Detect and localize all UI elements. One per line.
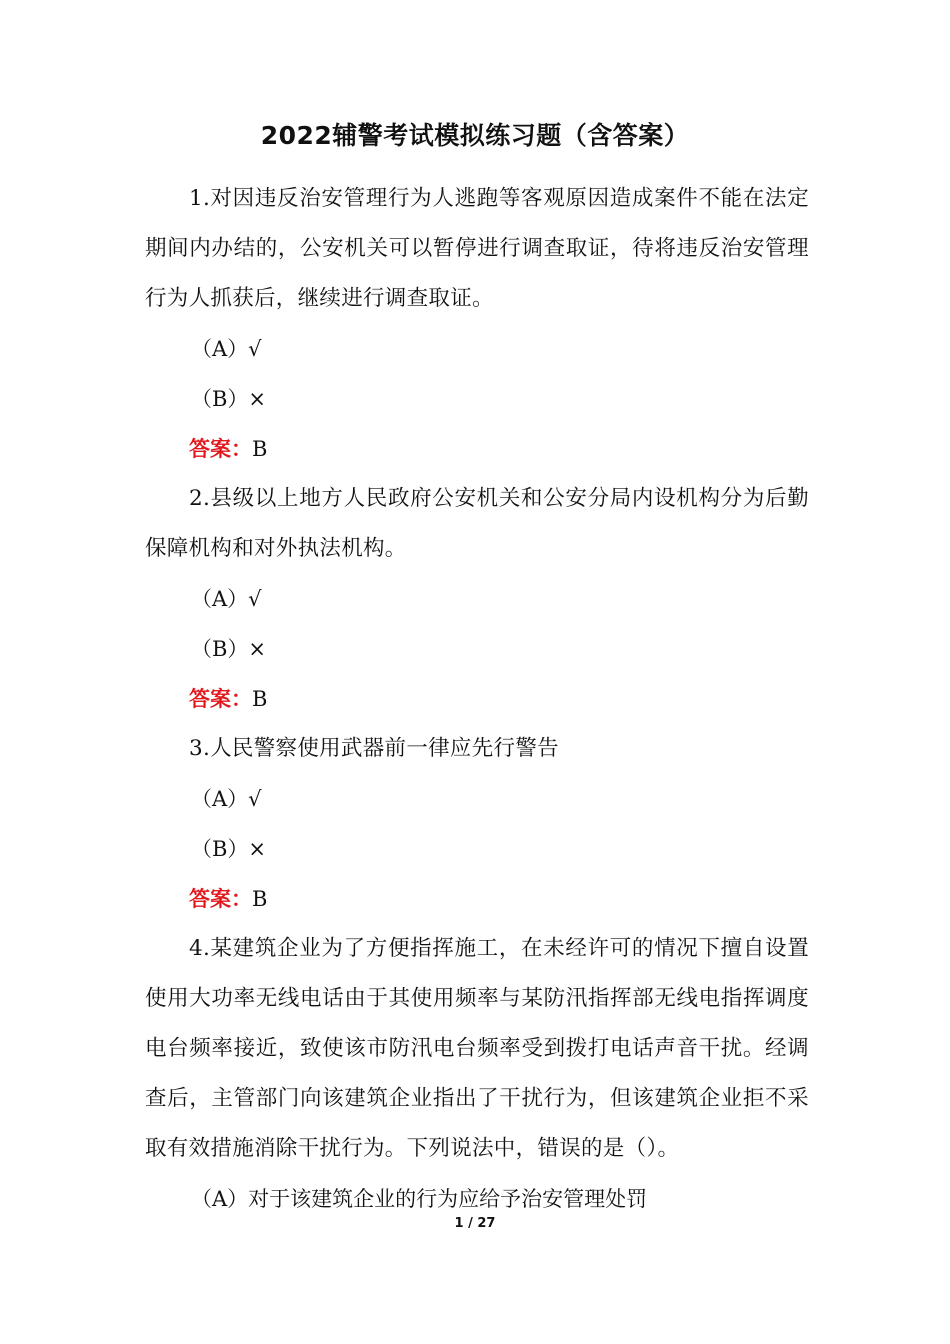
answer-value: B xyxy=(252,887,268,911)
answer-line xyxy=(145,424,809,474)
answer-label: 答案： xyxy=(189,887,252,911)
answer-line xyxy=(145,874,809,924)
document-body xyxy=(145,174,809,1224)
question-4 xyxy=(145,924,809,1224)
question-stem: 3.人民警察使用武器前一律应先行警告 xyxy=(189,736,559,761)
option-a: （A）对于该建筑企业的行为应给予治安管理处罚 xyxy=(191,1187,648,1211)
document-title: 2022辅警考试模拟练习题（含答案） xyxy=(260,121,690,150)
question-stem: 1.对因违反治安管理行为人逃跑等客观原因造成案件不能在法定期间内办结的，公安机关可以暂停进行调查取证，待将违反治安管理行为人抓获后，继续进行调查取证。 xyxy=(145,186,809,311)
question-stem: 4.某建筑企业为了方便指挥施工，在未经许可的情况下擅自设置使用大功率无线电话由于其使用频率与某防汛指挥部无线电指挥调度电台频率接近，致使该市防汛电台频率受到拨打电话声音干扰。经调查后，主管部门向该建筑企业指出了干扰行为，但该建筑企业拒不采取有效措施消除干扰行为。下列说法中，错误的是（）。 xyxy=(145,936,809,1161)
answer-value: B xyxy=(252,437,268,461)
answer-line xyxy=(145,674,809,724)
option-b: （B）× xyxy=(191,837,267,861)
answer-label: 答案： xyxy=(189,437,252,461)
option-a: （A）√ xyxy=(191,337,262,361)
question-3 xyxy=(145,724,809,924)
option-a: （A）√ xyxy=(191,587,262,611)
option-a: （A）√ xyxy=(191,787,262,811)
answer-value: B xyxy=(252,687,268,711)
answer-label: 答案： xyxy=(189,687,252,711)
question-1 xyxy=(145,174,809,474)
page-indicator: 1 / 27 xyxy=(454,1216,496,1231)
question-2 xyxy=(145,474,809,724)
question-stem: 2.县级以上地方人民政府公安机关和公安分局内设机构分为后勤保障机构和对外执法机构。 xyxy=(145,486,809,561)
option-b: （B）× xyxy=(191,637,267,661)
option-b: （B）× xyxy=(191,387,267,411)
